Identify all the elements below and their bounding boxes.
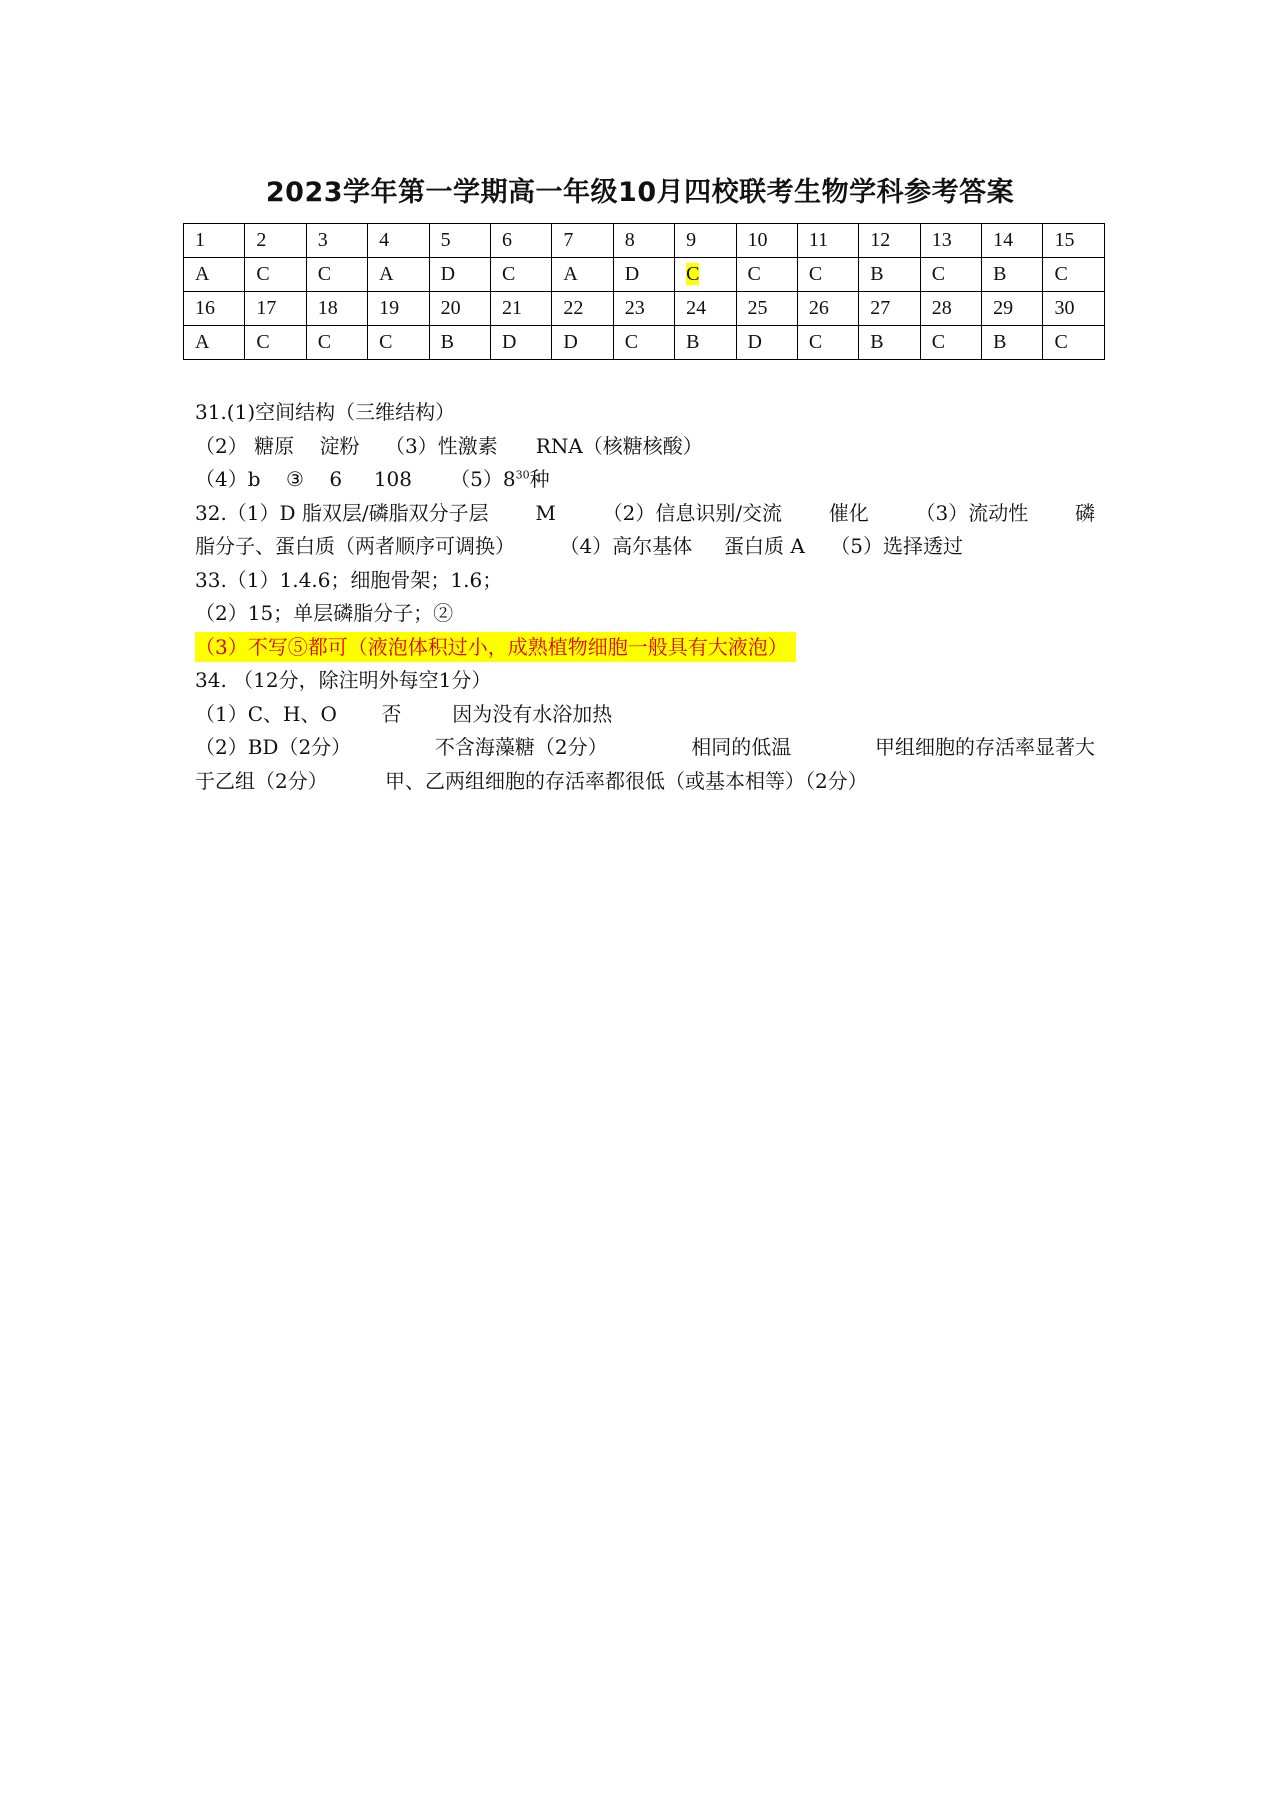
question-number-cell: 5 <box>429 224 490 258</box>
q31-line-3 <box>195 463 1095 497</box>
q32-seg-1: 32.（1）D 脂双层/磷脂双分子层 <box>195 500 489 525</box>
question-number-cell: 16 <box>184 292 245 326</box>
question-number-cell: 29 <box>982 292 1043 326</box>
q33-line-3-highlighted: （3）不写⑤都可（液泡体积过小，成熟植物细胞一般具有大液泡） <box>195 632 796 662</box>
answer-cell <box>675 258 736 292</box>
q32-line-1 <box>195 497 1095 531</box>
answer-cell: A <box>368 258 429 292</box>
answer-cell: D <box>490 326 551 360</box>
q34-seg-2: 不含海藻糖（2分） <box>434 735 608 759</box>
answer-row <box>184 326 1105 360</box>
answer-cell: D <box>429 258 490 292</box>
answer-cell: B <box>982 258 1043 292</box>
q31-line-2: （2） 糖原 淀粉 （3）性激素 RNA（核糖核酸） <box>195 433 703 458</box>
q34-seg-1: （2）BD（2分） <box>195 735 352 759</box>
q32-seg-6: 磷 <box>1074 500 1095 525</box>
question-number-cell: 19 <box>368 292 429 326</box>
q31-line-3-tail: 种 <box>529 467 550 491</box>
highlighted-answer: C <box>686 263 700 285</box>
answer-cell: C <box>306 326 367 360</box>
question-number-cell: 24 <box>675 292 736 326</box>
answer-cell: C <box>245 326 306 360</box>
answer-row <box>184 258 1105 292</box>
question-number-cell: 6 <box>490 224 551 258</box>
question-number-cell: 2 <box>245 224 306 258</box>
answer-cell: C <box>797 258 858 292</box>
question-number-cell: 15 <box>1043 224 1105 258</box>
answer-cell: C <box>920 326 981 360</box>
answer-cell: B <box>675 326 736 360</box>
question-number-cell: 18 <box>306 292 367 326</box>
q32-line-2: 脂分子、蛋白质（两者顺序可调换） （4）高尔基体 蛋白质 A （5）选择透过 <box>195 534 963 558</box>
answer-cell: C <box>797 326 858 360</box>
q31-line-3-text: （4）b ③ 6 108 （5）8 <box>195 467 516 491</box>
q32-seg-5: （3）流动性 <box>915 500 1029 525</box>
question-number-cell: 20 <box>429 292 490 326</box>
answer-cell: B <box>859 326 920 360</box>
q31-exponent: 30 <box>515 468 530 482</box>
question-number-cell: 25 <box>736 292 797 326</box>
answer-cell: B <box>982 326 1043 360</box>
answer-cell: B <box>429 326 490 360</box>
question-number-cell: 21 <box>490 292 551 326</box>
answer-cell: C <box>1043 326 1105 360</box>
q34-seg-3: 相同的低温 <box>691 735 792 759</box>
answer-cell: C <box>490 258 551 292</box>
question-number-row <box>184 292 1105 326</box>
question-number-row <box>184 224 1105 258</box>
answer-cell: D <box>736 326 797 360</box>
q34-line-3 <box>195 731 1095 765</box>
answer-table <box>183 223 1105 360</box>
answer-cell: C <box>368 326 429 360</box>
question-number-cell: 10 <box>736 224 797 258</box>
answer-body <box>195 396 1095 798</box>
question-number-cell: 8 <box>613 224 674 258</box>
question-number-cell: 13 <box>920 224 981 258</box>
q32-seg-2: M <box>535 500 556 525</box>
q33-line-1: 33.（1）1.4.6；细胞骨架；1.6； <box>195 567 503 592</box>
question-number-cell: 7 <box>552 224 613 258</box>
question-number-cell: 26 <box>797 292 858 326</box>
q34-line-2: （1）C、H、O 否 因为没有水浴加热 <box>195 701 613 726</box>
q33-line-3-wrap <box>195 631 1095 665</box>
page-title: 2023学年第一学期高一年级10月四校联考生物学科参考答案 <box>265 177 1015 208</box>
question-number-cell: 4 <box>368 224 429 258</box>
answer-cell: A <box>184 258 245 292</box>
question-number-cell: 9 <box>675 224 736 258</box>
answer-cell: B <box>859 258 920 292</box>
answer-cell: C <box>306 258 367 292</box>
q32-seg-3: （2）信息识别/交流 <box>602 500 783 525</box>
q34-line-4: 于乙组（2分） 甲、乙两组细胞的存活率都很低（或基本相等）（2分） <box>195 768 868 793</box>
answer-cell: A <box>552 258 613 292</box>
q33-line-2: （2）15；单层磷脂分子；② <box>195 601 454 625</box>
question-number-cell: 30 <box>1043 292 1105 326</box>
question-number-cell: 11 <box>797 224 858 258</box>
question-number-cell: 27 <box>859 292 920 326</box>
q31-line-1: 31.(1)空间结构（三维结构） <box>195 400 456 424</box>
question-number-cell: 22 <box>552 292 613 326</box>
question-number-cell: 14 <box>982 224 1043 258</box>
answer-cell: C <box>245 258 306 292</box>
q34-seg-4: 甲组细胞的存活率显著大 <box>874 735 1095 759</box>
question-number-cell: 23 <box>613 292 674 326</box>
question-number-cell: 1 <box>184 224 245 258</box>
answer-cell: A <box>184 326 245 360</box>
answer-cell: C <box>613 326 674 360</box>
q34-line-1: 34. （12分，除注明外每空1分） <box>195 668 492 692</box>
question-number-cell: 12 <box>859 224 920 258</box>
answer-cell: C <box>736 258 797 292</box>
answer-cell: D <box>552 326 613 360</box>
answer-cell: C <box>1043 258 1105 292</box>
question-number-cell: 28 <box>920 292 981 326</box>
question-number-cell: 17 <box>245 292 306 326</box>
answer-cell: D <box>613 258 674 292</box>
answer-cell: C <box>920 258 981 292</box>
question-number-cell: 3 <box>306 224 367 258</box>
q32-seg-4: 催化 <box>828 500 869 525</box>
